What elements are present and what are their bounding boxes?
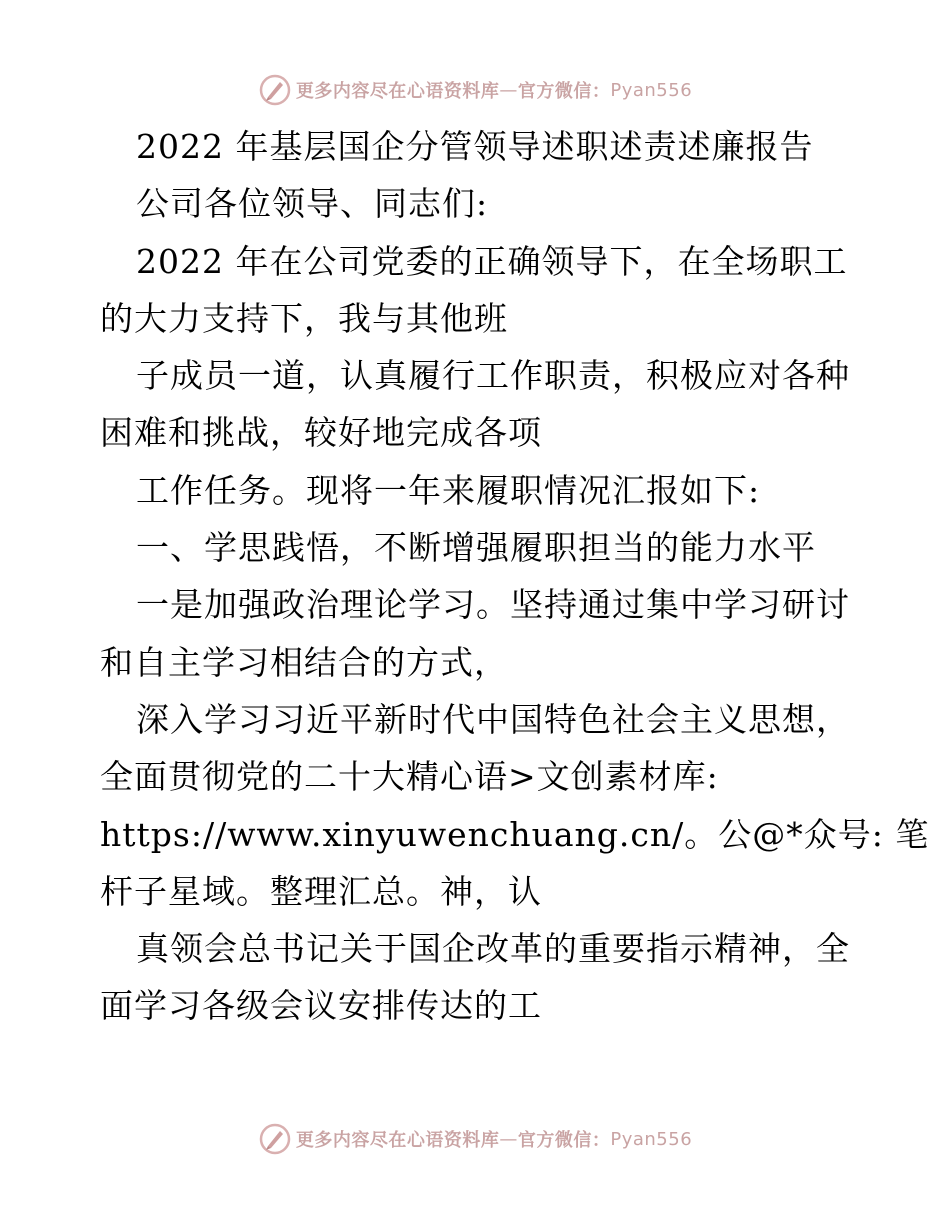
text-line: 困难和挑战，较好地完成各项 xyxy=(100,413,542,453)
text-line: 真领会总书记关于国企改革的重要指示精神，全 xyxy=(136,929,850,969)
text-line: 一是加强政治理论学习。坚持通过集中学习研讨 xyxy=(136,585,850,625)
banner-text: 更多内容尽在心语资料库 xyxy=(295,1130,500,1151)
text-line: 面学习各级会议安排传达的工 xyxy=(100,986,542,1026)
banner-wechat-id: Pyan556 xyxy=(610,79,693,101)
banner-text: 更多内容尽在心语资料库 xyxy=(295,81,500,102)
document-body xyxy=(100,118,930,1035)
banner-wechat-label: 官方微信： xyxy=(517,1130,611,1151)
pen-logo-icon xyxy=(258,1122,292,1156)
text-line: 子成员一道，认真履行工作职责，积极应对各种 xyxy=(136,356,850,396)
banner-wechat-label: 官方微信： xyxy=(517,81,611,102)
document-title: 2022 年基层国企分管领导述职述责述廉报告 xyxy=(136,127,814,166)
text-line: 全面贯彻党的二十大精心语>文创素材库: xyxy=(100,757,719,797)
pen-logo-icon xyxy=(258,73,292,107)
text-line: 深入学习习近平新时代中国特色社会主义思想， xyxy=(136,699,850,739)
text-line: 工作任务。现将一年来履职情况汇报如下: xyxy=(136,470,761,510)
text-line: 的大力支持下，我与其他班 xyxy=(100,298,508,338)
text-line: 和自主学习相结合的方式， xyxy=(100,642,508,682)
header-watermark-banner xyxy=(0,70,950,110)
text-line: https://www.xinyuwenchuang.cn/。公@*众号: 笔 xyxy=(100,814,930,854)
section-heading: 一、学思践悟，不断增强履职担当的能力水平 xyxy=(136,528,816,568)
banner-wechat-id: Pyan556 xyxy=(610,1128,693,1150)
footer-watermark-banner xyxy=(0,1119,950,1159)
banner-separator: — xyxy=(499,79,518,101)
text-line: 2022 年在公司党委的正确领导下，在全场职工 xyxy=(136,241,848,281)
banner-separator: — xyxy=(499,1128,518,1150)
text-line: 杆子星域。整理汇总。神，认 xyxy=(100,871,542,911)
salutation: 公司各位领导、同志们: xyxy=(136,184,489,224)
